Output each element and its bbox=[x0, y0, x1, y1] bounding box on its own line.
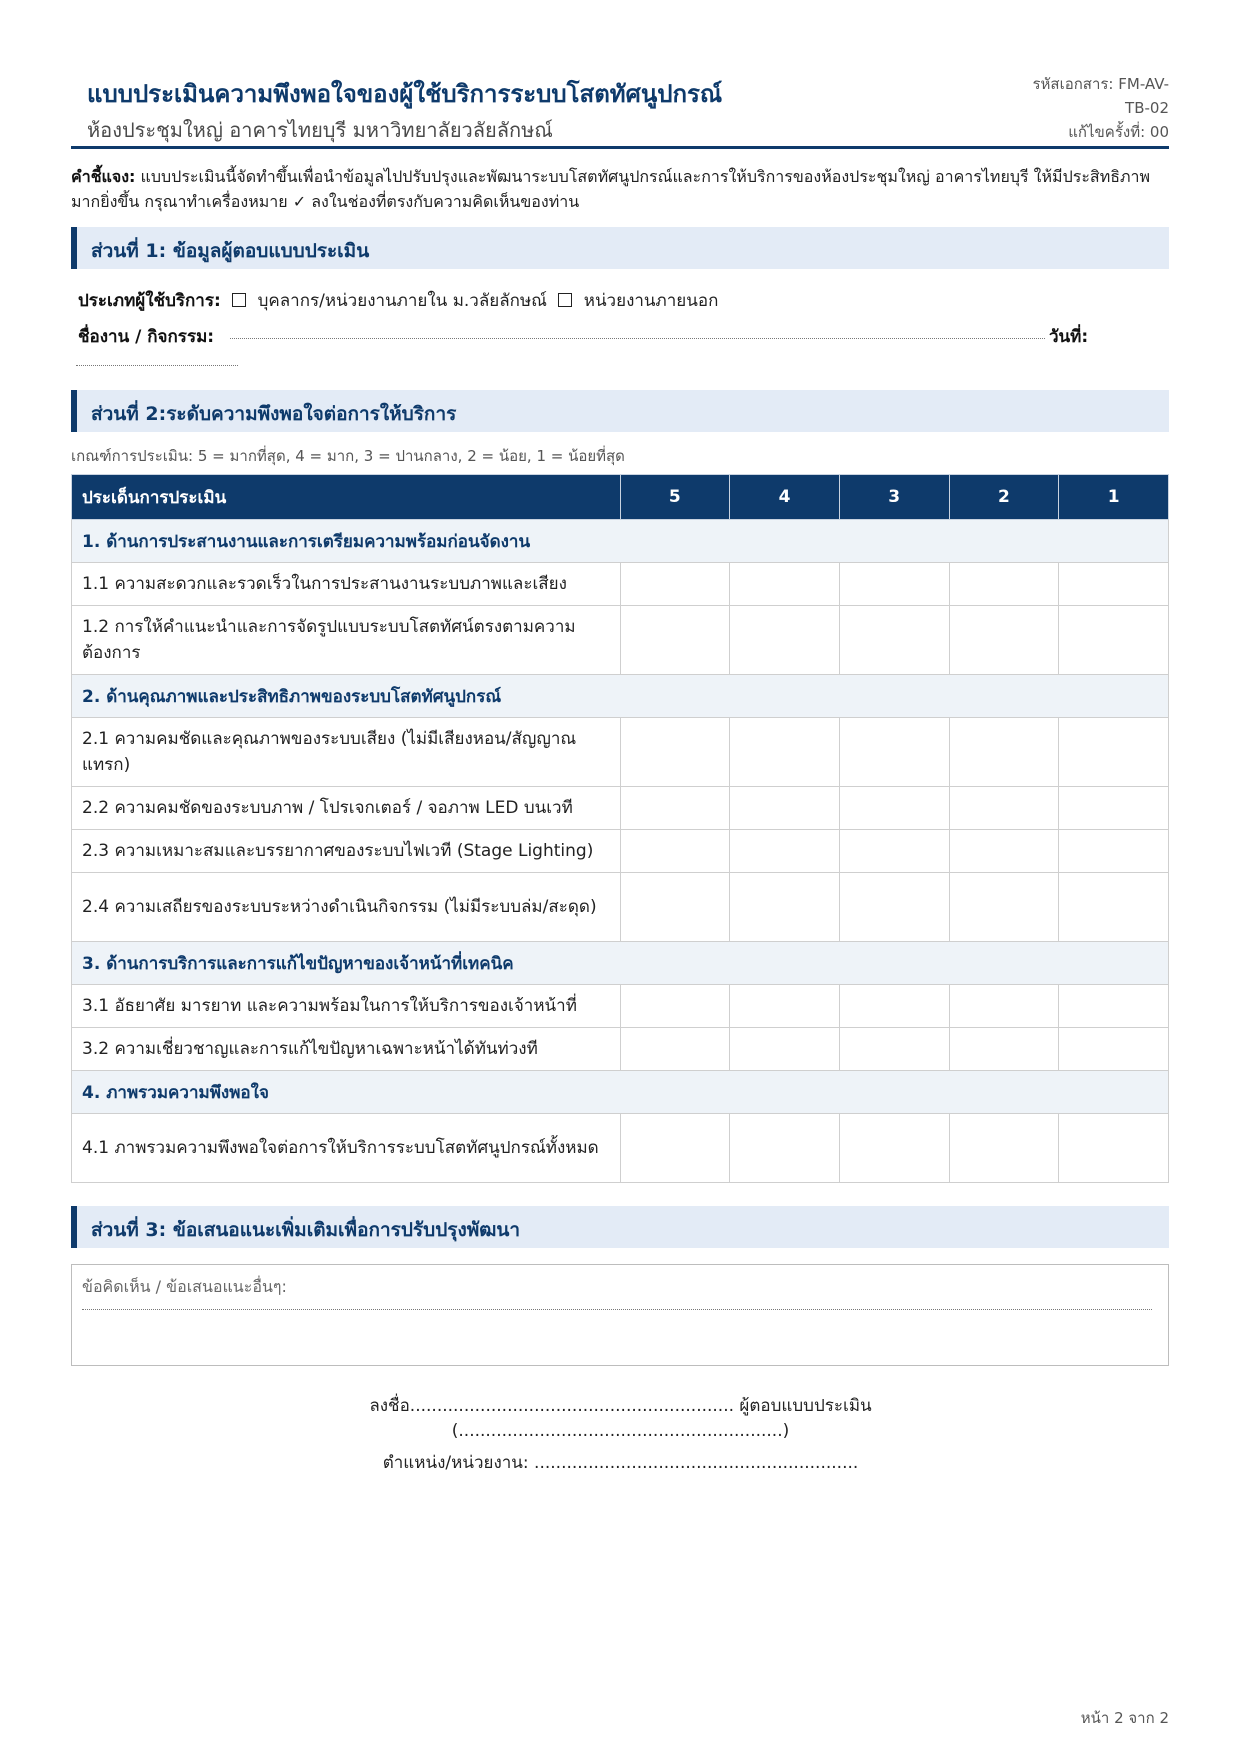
checkbox-external[interactable] bbox=[558, 293, 572, 307]
header-scale-1: 1 bbox=[1059, 475, 1169, 520]
rating-cell[interactable] bbox=[949, 873, 1059, 942]
rating-cell[interactable] bbox=[839, 873, 949, 942]
position-line: ตำแหน่ง/หน่วยงาน: ............................................................ bbox=[382, 1453, 859, 1473]
rating-cell[interactable] bbox=[949, 606, 1059, 675]
event-name-field[interactable] bbox=[230, 337, 1045, 339]
rating-cell[interactable] bbox=[949, 1028, 1059, 1071]
rating-cell[interactable] bbox=[839, 718, 949, 787]
rating-cell[interactable] bbox=[949, 1114, 1059, 1183]
rating-cell[interactable] bbox=[949, 718, 1059, 787]
header-scale-2: 2 bbox=[949, 475, 1059, 520]
header-item: ประเด็นการประเมิน bbox=[72, 475, 621, 520]
category-3-label: 3. ด้านการบริการและการแก้ไขปัญหาของเจ้าหน้าที่เทคนิค bbox=[72, 942, 1169, 985]
item-4-1: 4.1 ภาพรวมความพึงพอใจต่อการให้บริการระบบโสตทัศนูปกรณ์ทั้งหมด bbox=[72, 1114, 621, 1183]
category-row bbox=[72, 520, 1169, 563]
table-row bbox=[72, 787, 1169, 830]
signature-line: ลงชื่อ............................................................ ผู้ตอบแบบประเมิน bbox=[369, 1396, 872, 1416]
section2-header bbox=[71, 390, 1169, 432]
rating-cell[interactable] bbox=[839, 1028, 949, 1071]
rating-cell[interactable] bbox=[1059, 718, 1169, 787]
rating-cell[interactable] bbox=[1059, 1114, 1169, 1183]
instructions-text: แบบประเมินนี้จัดทำขึ้นเพื่อนำข้อมูลไปปรับปรุงและพัฒนาระบบโสตทัศนูปกรณ์และการให้บริการของห้องประชุมใหญ่ อาคารไทยบุรี ให้มีประสิทธิภาพมากยิ่งขึ้น กรุณาทำเครื่องหมาย ✓ ลงในช่องที่ตรงกับความคิดเห็นของท่าน bbox=[71, 167, 1151, 211]
rating-cell[interactable] bbox=[620, 718, 730, 787]
category-row bbox=[72, 675, 1169, 718]
checkbox-internal[interactable] bbox=[232, 293, 246, 307]
option-internal-label: บุคลากร/หน่วยงานภายใน ม.วลัยลักษณ์ bbox=[257, 291, 547, 311]
rating-cell[interactable] bbox=[949, 563, 1059, 606]
rating-cell[interactable] bbox=[620, 787, 730, 830]
table-header-row bbox=[72, 475, 1169, 520]
comment-line bbox=[82, 1309, 1152, 1310]
rating-cell[interactable] bbox=[839, 985, 949, 1028]
rating-cell[interactable] bbox=[730, 985, 840, 1028]
document-meta bbox=[1019, 72, 1169, 144]
category-1-label: 1. ด้านการประสานงานและการเตรียมความพร้อมก่อนจัดงาน bbox=[72, 520, 1169, 563]
rating-cell[interactable] bbox=[839, 830, 949, 873]
signature-name-line: (............................................................) bbox=[451, 1421, 790, 1441]
doc-code-line2: TB-02 bbox=[1125, 99, 1169, 117]
table-row bbox=[72, 563, 1169, 606]
instructions bbox=[71, 164, 1161, 214]
table-row bbox=[72, 985, 1169, 1028]
item-2-4: 2.4 ความเสถียรของระบบระหว่างดำเนินกิจกรรม (ไม่มีระบบล่ม/สะดุด) bbox=[72, 873, 621, 942]
rating-cell[interactable] bbox=[730, 787, 840, 830]
rating-cell[interactable] bbox=[620, 830, 730, 873]
rating-cell[interactable] bbox=[620, 873, 730, 942]
document-header bbox=[71, 70, 1169, 149]
rating-cell[interactable] bbox=[620, 606, 730, 675]
rating-cell[interactable] bbox=[839, 787, 949, 830]
header-scale-5: 5 bbox=[620, 475, 730, 520]
item-2-2: 2.2 ความคมชัดของระบบภาพ / โปรเจกเตอร์ / จอภาพ LED บนเวที bbox=[72, 787, 621, 830]
item-2-1: 2.1 ความคมชัดและคุณภาพของระบบเสียง (ไม่มีเสียงหอน/สัญญาณแทรก) bbox=[72, 718, 621, 787]
item-3-1: 3.1 อัธยาศัย มารยาท และความพร้อมในการให้บริการของเจ้าหน้าที่ bbox=[72, 985, 621, 1028]
item-3-2: 3.2 ความเชี่ยวชาญและการแก้ไขปัญหาเฉพาะหน้าได้ทันท่วงที bbox=[72, 1028, 621, 1071]
rating-criteria: เกณฑ์การประเมิน: 5 = มากที่สุด, 4 = มาก, 3 = ปานกลาง, 2 = น้อย, 1 = น้อยที่สุด bbox=[71, 447, 625, 465]
rating-cell[interactable] bbox=[1059, 830, 1169, 873]
rating-cell[interactable] bbox=[730, 830, 840, 873]
section2-title: ส่วนที่ 2:ระดับความพึงพอใจต่อการให้บริการ bbox=[91, 403, 457, 425]
date-field[interactable] bbox=[76, 364, 238, 366]
comment-box[interactable] bbox=[71, 1264, 1169, 1366]
form-subtitle: ห้องประชุมใหญ่ อาคารไทยบุรี มหาวิทยาลัยวลัยลักษณ์ bbox=[87, 118, 553, 142]
header-scale-3: 3 bbox=[839, 475, 949, 520]
comment-label: ข้อคิดเห็น / ข้อเสนอแนะอื่นๆ: bbox=[82, 1277, 287, 1296]
rating-cell[interactable] bbox=[1059, 563, 1169, 606]
rating-cell[interactable] bbox=[620, 985, 730, 1028]
date-label: วันที่: bbox=[1049, 327, 1089, 347]
section3-title: ส่วนที่ 3: ข้อเสนอแนะเพิ่มเติมเพื่อการปรับปรุงพัฒนา bbox=[91, 1219, 521, 1241]
item-2-3: 2.3 ความเหมาะสมและบรรยากาศของระบบไฟเวที (Stage Lighting) bbox=[72, 830, 621, 873]
item-1-2: 1.2 การให้คำแนะนำและการจัดรูปแบบระบบโสตทัศน์ตรงตามความต้องการ bbox=[72, 606, 621, 675]
section1-title: ส่วนที่ 1: ข้อมูลผู้ตอบแบบประเมิน bbox=[91, 240, 370, 262]
rating-cell[interactable] bbox=[620, 563, 730, 606]
option-external-label: หน่วยงานภายนอก bbox=[583, 291, 719, 311]
instructions-label: คำชี้แจง: bbox=[71, 167, 136, 186]
rating-cell[interactable] bbox=[620, 1028, 730, 1071]
section3-header bbox=[71, 1206, 1169, 1248]
rating-cell[interactable] bbox=[839, 1114, 949, 1183]
user-type-label: ประเภทผู้ใช้บริการ: bbox=[78, 291, 221, 311]
table-row bbox=[72, 1028, 1169, 1071]
rating-cell[interactable] bbox=[1059, 985, 1169, 1028]
user-type-row bbox=[78, 287, 718, 314]
rating-cell[interactable] bbox=[1059, 873, 1169, 942]
table-row bbox=[72, 830, 1169, 873]
rating-cell[interactable] bbox=[1059, 787, 1169, 830]
revision-number: แก้ไขครั้งที่: 00 bbox=[1068, 123, 1169, 141]
item-1-1: 1.1 ความสะดวกและรวดเร็วในการประสานงานระบบภาพและเสียง bbox=[72, 563, 621, 606]
table-row bbox=[72, 718, 1169, 787]
table-row bbox=[72, 873, 1169, 942]
event-name-label: ชื่องาน / กิจกรรม: bbox=[78, 327, 215, 347]
rating-cell[interactable] bbox=[730, 873, 840, 942]
rating-cell[interactable] bbox=[839, 563, 949, 606]
rating-cell[interactable] bbox=[1059, 606, 1169, 675]
category-row bbox=[72, 1071, 1169, 1114]
rating-table bbox=[71, 474, 1169, 1183]
category-2-label: 2. ด้านคุณภาพและประสิทธิภาพของระบบโสตทัศนูปกรณ์ bbox=[72, 675, 1169, 718]
section1-header bbox=[71, 227, 1169, 269]
category-4-label: 4. ภาพรวมความพึงพอใจ bbox=[72, 1071, 1169, 1114]
rating-cell[interactable] bbox=[730, 1114, 840, 1183]
table-row bbox=[72, 1114, 1169, 1183]
rating-cell[interactable] bbox=[1059, 1028, 1169, 1071]
rating-cell[interactable] bbox=[949, 787, 1059, 830]
doc-code-line1: รหัสเอกสาร: FM-AV- bbox=[1032, 75, 1169, 93]
rating-cell[interactable] bbox=[730, 718, 840, 787]
page-number: หน้า 2 จาก 2 bbox=[1080, 1709, 1169, 1727]
table-row bbox=[72, 606, 1169, 675]
rating-cell[interactable] bbox=[730, 606, 840, 675]
rating-cell[interactable] bbox=[949, 830, 1059, 873]
rating-cell[interactable] bbox=[949, 985, 1059, 1028]
form-title: แบบประเมินความพึงพอใจของผู้ใช้บริการระบบโสตทัศนูปกรณ์ bbox=[87, 80, 723, 108]
rating-cell[interactable] bbox=[730, 1028, 840, 1071]
rating-cell[interactable] bbox=[730, 563, 840, 606]
rating-cell[interactable] bbox=[839, 606, 949, 675]
rating-cell[interactable] bbox=[620, 1114, 730, 1183]
category-row bbox=[72, 942, 1169, 985]
header-scale-4: 4 bbox=[730, 475, 840, 520]
